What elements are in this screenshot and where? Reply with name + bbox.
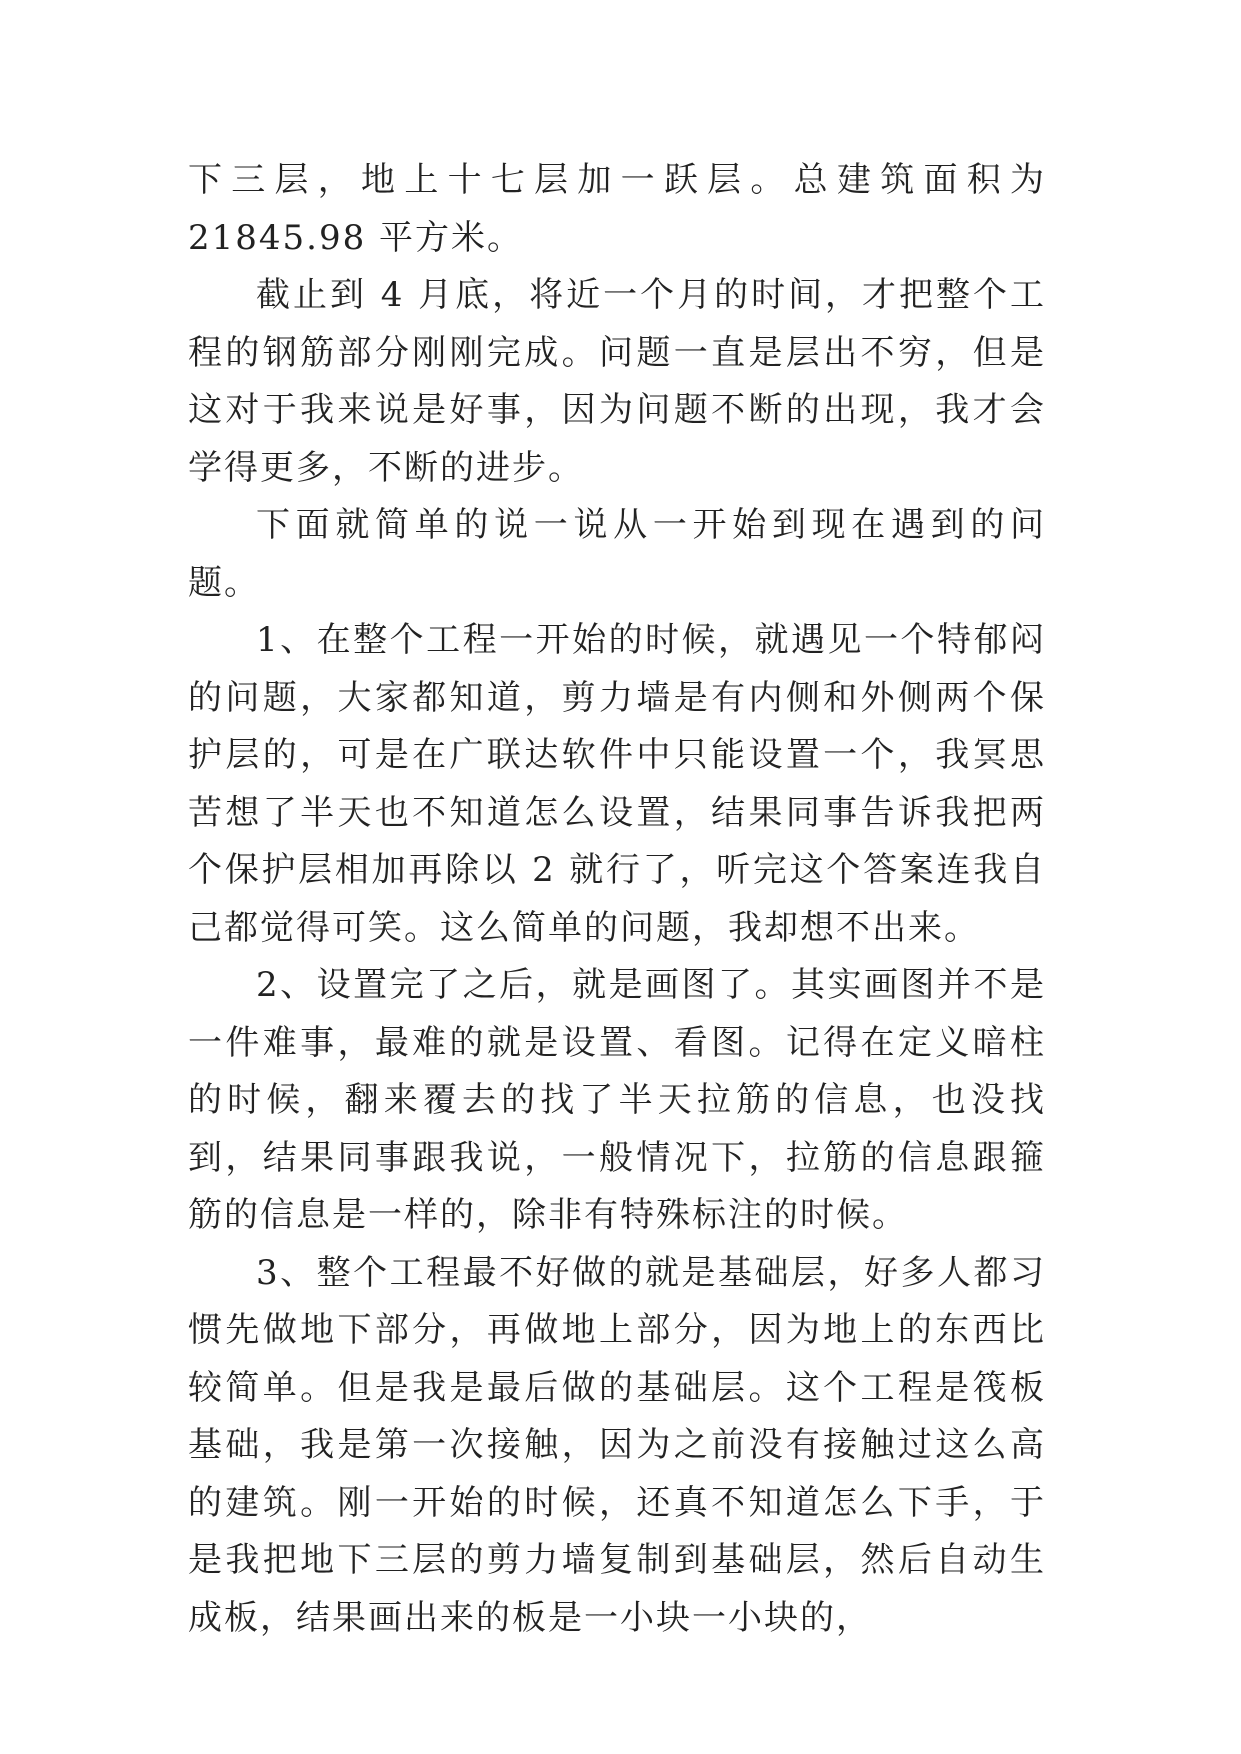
paragraph-problem-2: 2、设置完了之后，就是画图了。其实画图并不是一件难事，最难的就是设置、看图。记得在定义暗柱的时候，翻来覆去的找了半天拉筋的信息，也没找到，结果同事跟我说，一般情况下，拉筋的信息跟箍筋的信息是一样的，除非有特殊标注的时候。 — [188, 965, 1046, 1235]
paragraph-intro-problems: 下面就简单的说一说从一开始到现在遇到的问题。 — [188, 505, 1046, 603]
paragraph-problem-1: 1、在整个工程一开始的时候，就遇见一个特郁闷的问题，大家都知道，剪力墙是有内侧和外侧两个保护层的，可是在广联达软件中只能设置一个，我冥思苦想了半天也不知道怎么设置，结果同事告诉我把两个保护层相加再除以 2 就行了，听完这个答案连我自己都觉得可笑。这么简单的问题，我却想不出来。 — [188, 620, 1046, 948]
paragraph-continuation: 下三层，地上十七层加一跃层。总建筑面积为 21845.98 平方米。 — [188, 160, 1046, 258]
paragraph-problem-3: 3、整个工程最不好做的就是基础层，好多人都习惯先做地下部分，再做地上部分，因为地上的东西比较简单。但是我是最后做的基础层。这个工程是筏板基础，我是第一次接触，因为之前没有接触过这么高的建筑。刚一开始的时候，还真不知道怎么下手，于是我把地下三层的剪力墙复制到基础层，然后自动生成板，结果画出来的板是一小块一小块的， — [188, 1252, 1046, 1638]
document-body — [188, 152, 1046, 1647]
paragraph-progress: 截止到 4 月底，将近一个月的时间，才把整个工程的钢筋部分刚刚完成。问题一直是层出不穷，但是这对于我来说是好事，因为问题不断的出现，我才会学得更多，不断的进步。 — [188, 275, 1046, 488]
